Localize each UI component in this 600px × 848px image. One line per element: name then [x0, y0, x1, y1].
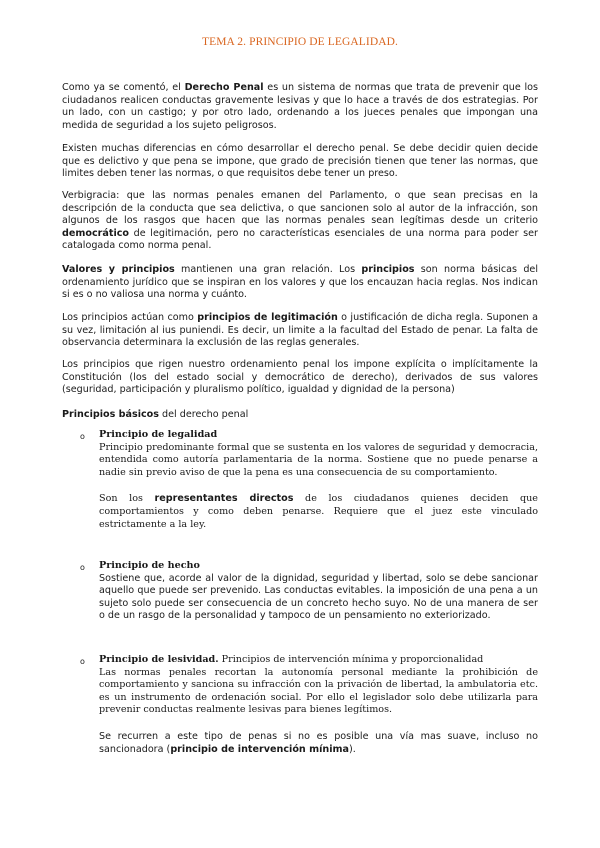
- paragraph-derecho-penal: [62, 82, 538, 132]
- text-run: o justificación de dicha regla. Suponen a su vez, limitación al ius puniendi. Es decir, un limite a la facultad del Estado de penar. La falta de observancia determinara la exclusión de las reglas generales.: [62, 312, 538, 349]
- text-run: son norma básicas del ordenamiento jurídico que se inspiran en los valores y que los encauzan hacia reglas. Nos indican si es o no valiosa una norma y cuánto.: [62, 264, 538, 301]
- text-run: Verbigracia: que las normas penales emanen del Parlamento, o que sean precisas en la descripción de la conducta que sea delictiva, o que sancionen solo al autor de la infracción, son algunos de los rasgos que hacen que las normas penales sean legítimas desde un criterio: [62, 190, 538, 227]
- list-item-lesividad: [99, 654, 538, 756]
- paragraph-legitimacion: [62, 312, 538, 350]
- text-run: del derecho penal: [158, 409, 249, 420]
- bold-term: principio de intervención mínima: [170, 743, 349, 755]
- text-run: de los ciudadanos quienes deciden que comportamientos y como deben penarse. Requiere que el juez este vinculado estrictamente a la ley.: [99, 493, 538, 530]
- text-run: ).: [348, 743, 356, 755]
- list-item-legalidad: [99, 429, 538, 531]
- bold-term: Principios básicos: [62, 409, 159, 420]
- item-text: [99, 493, 538, 531]
- text-run: Los principios actúan como: [62, 312, 198, 323]
- list-item-hecho: [99, 560, 538, 623]
- bullet-icon: o: [80, 563, 85, 572]
- bold-term: Derecho Penal: [184, 82, 264, 93]
- item-text: Principio predominante formal que se sustenta en los valores de seguridad y democracia, entendida como autoría parlamentaria de la norma. Sostiene que no puede penarse a nadie sin previo aviso de que la pena es una consecuencia de su comportamiento.: [99, 441, 538, 478]
- paragraph-principios-basicos: [62, 409, 538, 422]
- bold-term: democrático: [62, 227, 130, 239]
- bold-term: Valores y principios: [62, 264, 175, 275]
- item-heading: Principio de hecho: [99, 560, 200, 571]
- bullet-icon: o: [80, 432, 85, 441]
- bold-term: principios: [361, 264, 415, 275]
- text-run: Se recurren a este tipo de penas si no es posible una vía mas suave, incluso no sancionadora (: [99, 730, 538, 755]
- item-text: [99, 731, 538, 756]
- item-text: Las normas penales recortan la autonomía personal mediante la prohibición de comportamiento y sanciona su infracción con la privación de libertad, la ambulatoria etc. es un instrumento de ordenación social. Por ello el legislador solo debe utilizarla para prevenir conductas realmente lesivas para bienes legítimos.: [99, 666, 538, 716]
- page-title: TEMA 2. PRINCIPIO DE LEGALIDAD.: [201, 36, 399, 48]
- item-heading-line: [99, 654, 538, 667]
- bullet-icon: o: [80, 657, 85, 666]
- paragraph-verbigracia: [62, 190, 538, 253]
- paragraph-diferencias: Existen muchas diferencias en cómo desarrollar el derecho penal. Se debe decidir quien decide que es delictivo y que pena se impone, que grado de precisión tienen que tener las normas, que limites deben tener las normas, o que requisitos debe tener un preso.: [62, 143, 538, 180]
- text-run: mantienen una gran relación. Los: [174, 264, 362, 275]
- bold-term: representantes directos: [154, 493, 294, 505]
- item-heading: Principio de legalidad: [99, 429, 218, 440]
- text-run: Son los: [99, 493, 155, 505]
- text-run: Como ya se comentó, el: [62, 82, 185, 93]
- text-run: de legitimación, pero no características esenciales de una norma para poder ser catalogada como norma penal.: [62, 227, 538, 252]
- text-run: Principios de intervención mínima y proporcionalidad: [218, 654, 484, 665]
- text-run: es un sistema de normas que trata de prevenir que los ciudadanos realicen conductas gravemente lesivas y que lo hace a través de dos estrategias. Por un lado, con un castigo; y por otro lado, ordenando a los jueces penales que impongan una medida de seguridad a los sujeto peligrosos.: [62, 82, 538, 131]
- bold-term: principios de legitimación: [197, 312, 338, 323]
- item-heading: Principio de lesividad.: [99, 654, 219, 665]
- paragraph-constitucion: Los principios que rigen nuestro ordenamiento penal los impone explícita o implícitamente la Constitución (los del estado social y democrático de derecho), derivados de sus valores (seguridad, participación y pluralismo político, igualdad y dignidad de la persona): [62, 359, 538, 396]
- paragraph-valores-principios: [62, 264, 538, 302]
- item-text: Sostiene que, acorde al valor de la dignidad, seguridad y libertad, solo se debe sancionar aquello que puede ser prevenido. Las conductas evitables. la imposición de una pena a un sujeto solo puede ser consecuencia de un concreto hecho suyo. No de una manera de ser o de un rasgo de la personalidad y tampoco de un pensamiento no exteriorizado.: [99, 572, 538, 622]
